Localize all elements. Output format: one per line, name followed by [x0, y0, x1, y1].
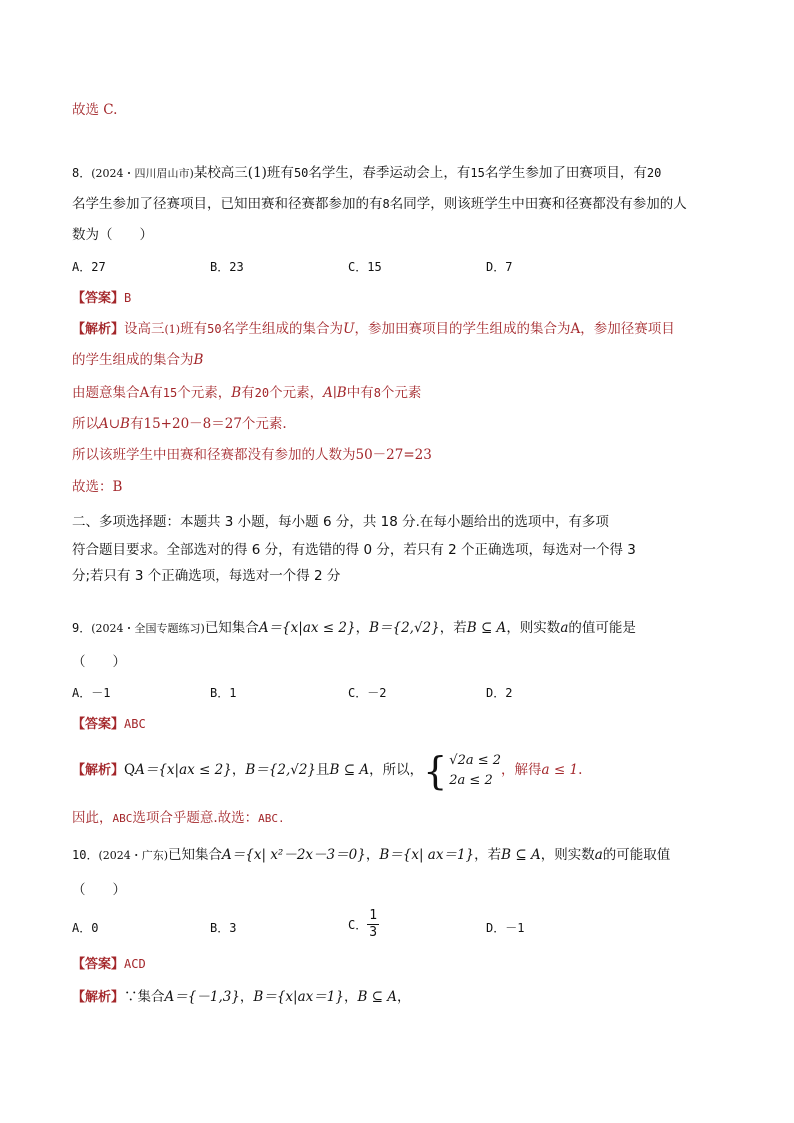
q8-stem-line1	[72, 163, 722, 184]
q10-option-c	[348, 908, 379, 941]
q9-analysis	[72, 748, 722, 792]
q9-option-c: C．－2	[348, 686, 387, 700]
fraction-numerator: 1	[369, 908, 378, 923]
q8-analysis-text: ，参加田赛项目的学生组成的集合为	[354, 321, 571, 337]
q10-answer	[72, 954, 722, 975]
analysis-label: 【解析】	[72, 763, 125, 778]
q10-option-c-label: C．	[348, 917, 368, 932]
q10-option-b: B．3	[210, 921, 237, 935]
q8-analysis-text: ，参加径赛项目	[580, 321, 675, 337]
q9-analysis-math: A＝{x|ax ≤ 2}	[135, 762, 232, 778]
left-brace-icon: {	[423, 748, 448, 793]
q9-text: ，则实数	[506, 620, 561, 636]
q10-analysis-text: ∵集合	[124, 989, 165, 1005]
q8-analysis-text: 名学生组成的集合为	[221, 321, 344, 337]
q8-number-value: 20	[646, 166, 662, 180]
q8-analysis-math: B	[193, 352, 204, 368]
fraction-denominator: 3	[369, 925, 378, 940]
q9-text: 的值可能是	[568, 620, 636, 636]
q10-analysis	[72, 987, 722, 1008]
q9-set-b: B＝{2,√2}	[369, 620, 440, 636]
q9-options	[72, 683, 722, 703]
q9-analysis-text: Q	[124, 762, 136, 778]
q10-variable: a	[594, 847, 603, 863]
q9-option-d: D．2	[486, 686, 513, 700]
q10-paren	[72, 880, 722, 900]
q9-source: (2024・全国专题练习)	[91, 622, 205, 635]
q9-conclusion-text: ABC.	[258, 812, 285, 825]
q8-analysis-line2	[72, 350, 722, 370]
q8-analysis-math: A∣B	[323, 385, 347, 401]
analysis-label: 【解析】	[72, 322, 125, 337]
q9-analysis-text: .	[578, 762, 583, 778]
q8-options	[72, 257, 722, 277]
q10-answer-value: ACD	[124, 957, 146, 971]
q10-set-b: B＝{x| ax＝1}	[379, 847, 475, 863]
q8-text: 某校高三(1)班有	[193, 165, 294, 181]
q10-option-a: A．0	[72, 921, 99, 935]
q8-analysis-math: 50－27=23	[355, 447, 432, 463]
prev-conclusion-text: 故选 C.	[72, 102, 118, 118]
q10-analysis-math: A＝{－1,3}	[164, 989, 240, 1005]
q8-answer-value: B	[124, 291, 132, 305]
q9-conclusion	[72, 808, 722, 829]
q10-set-a: A＝{x| x²－2x－3＝0}	[222, 847, 366, 863]
q8-analysis-text: 8	[373, 386, 381, 400]
q10-condition: B ⊆ A	[501, 847, 541, 863]
q8-option-a: A．27	[72, 260, 106, 274]
q8-text: 名同学，则该班学生中田赛和径赛都没有参加的人	[389, 196, 687, 212]
q9-option-a: A．－1	[72, 686, 111, 700]
q9-inequality-1: √2a ≤ 2	[449, 752, 502, 768]
q8-analysis-line3	[72, 383, 722, 403]
q9-answer	[72, 714, 722, 735]
section2-line3	[72, 566, 722, 586]
q8-number-value: 50	[293, 166, 309, 180]
q9-analysis-math: B ⊆ A	[329, 762, 370, 778]
q8-analysis-text: 有	[149, 385, 163, 401]
q10-blank: （ ）	[72, 882, 126, 898]
q9-analysis-result: a ≤ 1	[541, 762, 579, 778]
q8-text: 数为（ ）	[72, 227, 153, 243]
q8-analysis-text: A	[139, 385, 150, 401]
q9-text: 已知集合	[204, 620, 259, 636]
q9-answer-value: ABC	[124, 717, 146, 731]
q9-analysis-math: B＝{2,√2}	[245, 762, 317, 778]
q8-option-b: B．23	[210, 260, 244, 274]
q8-text: 名学生参加了径赛项目，已知田赛和径赛都参加的有	[72, 196, 383, 212]
q9-stem	[72, 618, 722, 639]
q8-conclusion	[72, 477, 722, 497]
prev-conclusion	[72, 100, 722, 120]
q9-condition: B ⊆ A	[466, 620, 507, 636]
q9-inequality-system	[449, 751, 501, 791]
q10-number: 10．	[72, 848, 99, 862]
q8-analysis-text: 个元素，	[269, 385, 324, 401]
q10-text: ，则实数	[540, 847, 595, 863]
q8-analysis-text: 个元素.	[241, 416, 287, 432]
q8-analysis-text: (1)	[164, 323, 181, 336]
q9-blank: （ ）	[72, 654, 126, 670]
q8-analysis-text: 的学生组成的集合为	[72, 352, 194, 368]
q8-source: (2024・四川眉山市)	[91, 167, 194, 180]
q8-answer	[72, 288, 722, 309]
q9-inequality-2: 2a ≤ 2	[449, 772, 493, 788]
q8-analysis-line5	[72, 445, 722, 465]
q8-analysis-line4	[72, 414, 722, 434]
q8-text: 名学生参加了田赛项目，有	[484, 165, 647, 181]
q9-text: ，	[355, 620, 370, 636]
q8-analysis-text: 15	[162, 386, 178, 400]
q8-analysis-math: A∪B	[99, 416, 130, 432]
q8-number-value: 8	[382, 197, 390, 211]
q10-analysis-math: B ⊆ A	[357, 989, 398, 1005]
q9-conclusion-text: ABC	[112, 812, 133, 825]
q8-analysis-math: B	[231, 385, 242, 401]
q8-analysis-text: 所以	[72, 416, 99, 432]
q8-analysis-text: 班有	[180, 321, 208, 337]
section2-line1	[72, 512, 722, 532]
q9-paren	[72, 652, 722, 672]
answer-label: 【答案】	[72, 957, 125, 972]
q8-option-d: D．7	[486, 260, 513, 274]
section2-text: 二、多项选择题：本题共 3 小题，每小题 6 分，共 18 分.在每小题给出的选项中，有多项	[72, 514, 609, 530]
q9-analysis-text: ，所以，	[369, 762, 424, 778]
q8-analysis-math: U	[343, 321, 355, 337]
q10-analysis-math: B＝{x|ax＝1}	[253, 989, 344, 1005]
q9-option-b: B．1	[210, 686, 237, 700]
fraction	[367, 908, 379, 941]
q8-conclusion-text: 故选：B	[72, 479, 123, 495]
q8-analysis-text: 50	[207, 322, 222, 336]
q8-option-c: C．15	[348, 260, 382, 274]
q9-analysis-text: ，	[231, 762, 246, 778]
q10-analysis-text: ，	[239, 989, 254, 1005]
q9-variable: a	[560, 620, 569, 636]
q10-text: 的可能取值	[602, 847, 671, 863]
q9-number: 9．	[72, 621, 92, 635]
q9-analysis-text: 且	[316, 762, 330, 778]
q10-analysis-text: ，	[343, 989, 358, 1005]
q10-stem	[72, 845, 722, 866]
q8-analysis-text: 个元素	[380, 385, 422, 401]
q8-analysis-text: 设高三	[124, 321, 165, 337]
q9-analysis-text: ，解得	[501, 762, 542, 778]
q10-options	[72, 908, 722, 944]
q8-analysis-math: 15+20－8＝27	[143, 416, 242, 432]
analysis-label: 【解析】	[72, 990, 125, 1005]
section2-text: 符合题目要求。全部选对的得 6 分，有选错的得 0 分，若只有 2 个正确选项，每选对一个得 3	[72, 542, 636, 558]
q8-number-value: 15	[470, 166, 485, 180]
q10-text: 已知集合	[168, 847, 223, 863]
q8-stem-line3	[72, 225, 722, 245]
answer-label: 【答案】	[72, 291, 125, 306]
section2-text: 分;若只有 3 个正确选项，每选对一个得 2 分	[72, 568, 341, 584]
q10-text: ，	[365, 847, 380, 863]
section2-line2	[72, 540, 722, 560]
q9-set-a: A＝{x|ax ≤ 2}	[258, 620, 356, 636]
q9-conclusion-text: 因此，	[72, 810, 113, 826]
q8-analysis-text: 有	[129, 416, 144, 432]
q8-analysis-text: 所以该班学生中田赛和径赛都没有参加的人数为	[72, 447, 356, 463]
q8-number: 8．	[72, 166, 92, 180]
q8-stem-line2	[72, 194, 722, 214]
q8-analysis-text: A	[570, 321, 581, 337]
q10-text: ，若	[474, 847, 502, 863]
q8-analysis-text: 个元素，	[177, 385, 232, 401]
q10-analysis-text: ，	[397, 989, 411, 1005]
q9-text: ，若	[439, 620, 467, 636]
q8-analysis-line1	[72, 319, 722, 340]
q8-text: 名学生，春季运动会上，有	[308, 165, 471, 181]
q8-analysis-text: 中有	[346, 385, 374, 401]
q8-analysis-text: 有	[241, 385, 255, 401]
q8-analysis-text: 由题意集合	[72, 385, 140, 401]
q9-conclusion-text: 选项合乎题意.故选：	[132, 810, 259, 826]
q10-source: (2024・广东)	[98, 849, 169, 862]
q8-analysis-text: 20	[254, 386, 270, 400]
q10-option-d: D．－1	[486, 921, 525, 935]
answer-label: 【答案】	[72, 717, 125, 732]
